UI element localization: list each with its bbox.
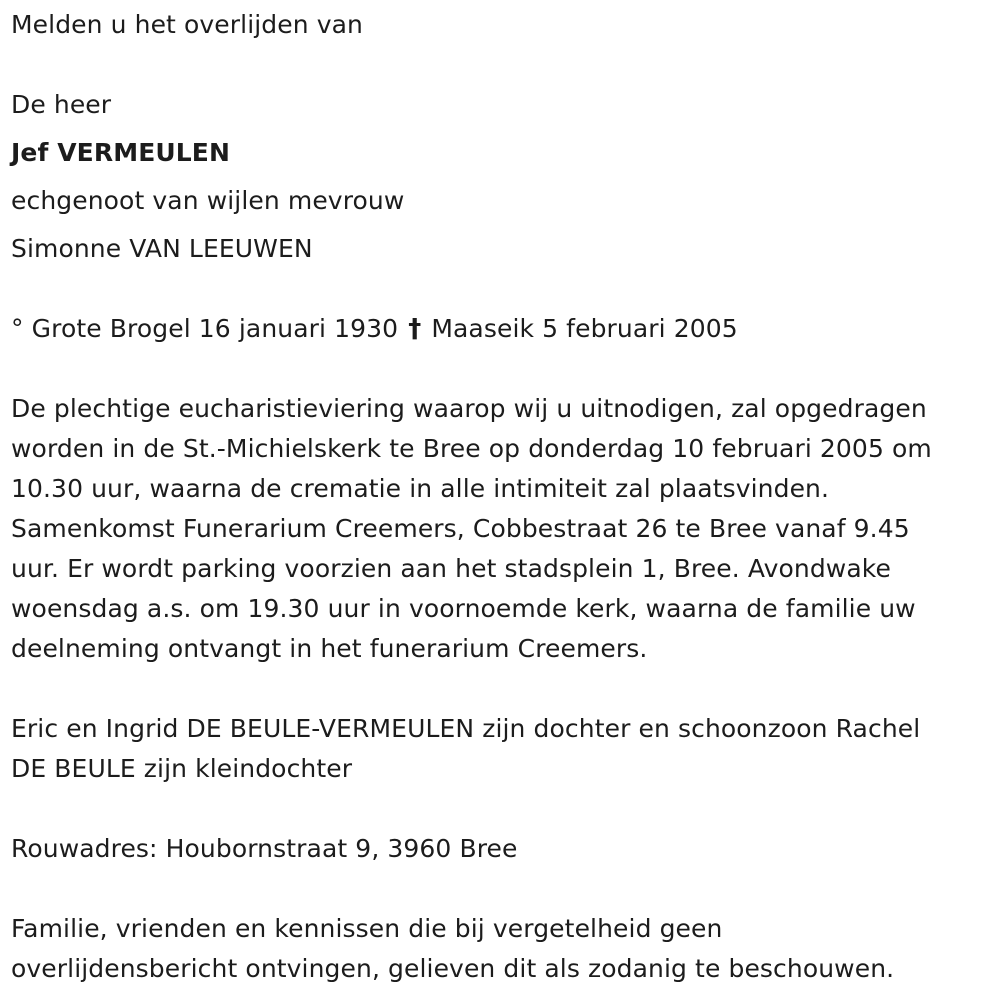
closing-line: overlijdensbericht ontvingen, gelieven dit als zodanig te beschouwen. [11,954,895,983]
birth-place-date: Grote Brogel 16 januari 1930 [31,314,399,343]
family-line: Eric en Ingrid DE BEULE-VERMEULEN zijn dochter en schoonzoon Rachel [11,714,921,743]
ceremony-line: uur. Er wordt parking voorzien aan het stadsplein 1, Bree. Avondwake [11,554,891,583]
life-dates [11,309,996,349]
ceremony-paragraph [11,389,996,669]
family-line: DE BEULE zijn kleindochter [11,754,353,783]
closing-line: Familie, vrienden en kennissen die bij vergetelheid geen [11,914,723,943]
cross-icon: † [408,314,422,344]
ceremony-line: woensdag a.s. om 19.30 uur in voornoemde kerk, waarna de familie uw [11,594,916,623]
honorific-title: De heer [11,90,112,119]
ceremony-line: Samenkomst Funerarium Creemers, Cobbestraat 26 te Bree vanaf 9.45 [11,514,910,543]
ceremony-line: 10.30 uur, waarna de crematie in alle intimiteit zal plaatsvinden. [11,474,830,503]
death-notice [11,0,996,989]
death-place-date: Maaseik 5 februari 2005 [431,314,738,343]
intro-text: Melden u het overlijden van [11,10,363,39]
birth-symbol: ° [11,314,24,343]
deceased-name: Jef VERMEULEN [11,138,231,167]
ceremony-line: De plechtige eucharistieviering waarop wij u uitnodigen, zal opgedragen [11,394,927,423]
ceremony-line: worden in de St.-Michielskerk te Bree op donderdag 10 februari 2005 om [11,434,932,463]
spouse-name: Simonne VAN LEEUWEN [11,234,313,263]
mourning-address: Rouwadres: Houbornstraat 9, 3960 Bree [11,834,518,863]
closing-paragraph [11,909,996,989]
family-paragraph [11,709,996,789]
ceremony-line: deelneming ontvangt in het funerarium Creemers. [11,634,648,663]
spouse-relation: echgenoot van wijlen mevrouw [11,186,405,215]
